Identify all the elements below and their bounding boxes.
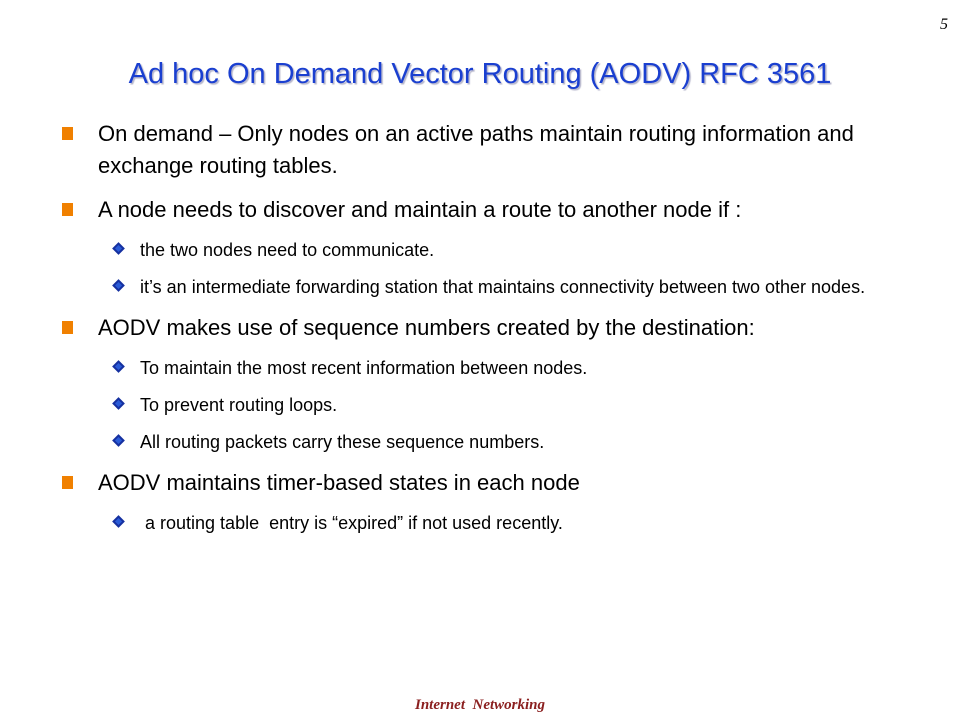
page-number: 5	[940, 16, 948, 33]
bullet-on-demand	[62, 118, 922, 182]
sub-bullet-text: a routing table entry is “expired” if not used recently.	[140, 513, 563, 533]
sub-bullet	[62, 354, 922, 383]
diamond-bullet-icon	[112, 242, 125, 255]
diamond-bullet-icon	[112, 515, 125, 528]
sub-bullet	[62, 428, 922, 457]
sub-bullet	[62, 236, 922, 265]
diamond-bullet-icon	[112, 279, 125, 292]
square-bullet-icon	[62, 321, 73, 334]
sub-bullet-text: it’s an intermediate forwarding station that maintains connectivity between two other nodes.	[140, 277, 866, 297]
diamond-bullet-icon	[112, 397, 125, 410]
bullet-discover-route	[62, 194, 922, 226]
sub-bullet	[62, 509, 922, 538]
square-bullet-icon	[62, 127, 73, 140]
diamond-bullet-icon	[112, 360, 125, 373]
sub-bullet-list	[62, 509, 922, 538]
sub-bullet	[62, 391, 922, 420]
sub-bullet-text: To prevent routing loops.	[140, 395, 338, 415]
diamond-bullet-icon	[112, 434, 125, 447]
slide-content	[62, 118, 922, 548]
sub-bullet-text: the two nodes need to communicate.	[140, 240, 435, 260]
footer-label: Internet Networking	[414, 697, 546, 713]
sub-bullet	[62, 273, 922, 302]
bullet-timer-states	[62, 467, 922, 499]
square-bullet-icon	[62, 476, 73, 489]
bullet-text: AODV maintains timer-based states in each node	[98, 470, 580, 495]
slide-title: Ad hoc On Demand Vector Routing (AODV) RFC 3561	[128, 58, 832, 90]
bullet-text: On demand – Only nodes on an active paths maintain routing information and exchange routing tables.	[98, 121, 854, 178]
square-bullet-icon	[62, 203, 73, 216]
sub-bullet-text: To maintain the most recent information between nodes.	[140, 358, 588, 378]
bullet-sequence-numbers	[62, 312, 922, 344]
bullet-text: A node needs to discover and maintain a route to another node if :	[98, 197, 742, 222]
sub-bullet-text: All routing packets carry these sequence numbers.	[140, 432, 545, 452]
sub-bullet-list	[62, 236, 922, 302]
bullet-text: AODV makes use of sequence numbers created by the destination:	[98, 315, 755, 340]
sub-bullet-list	[62, 354, 922, 457]
